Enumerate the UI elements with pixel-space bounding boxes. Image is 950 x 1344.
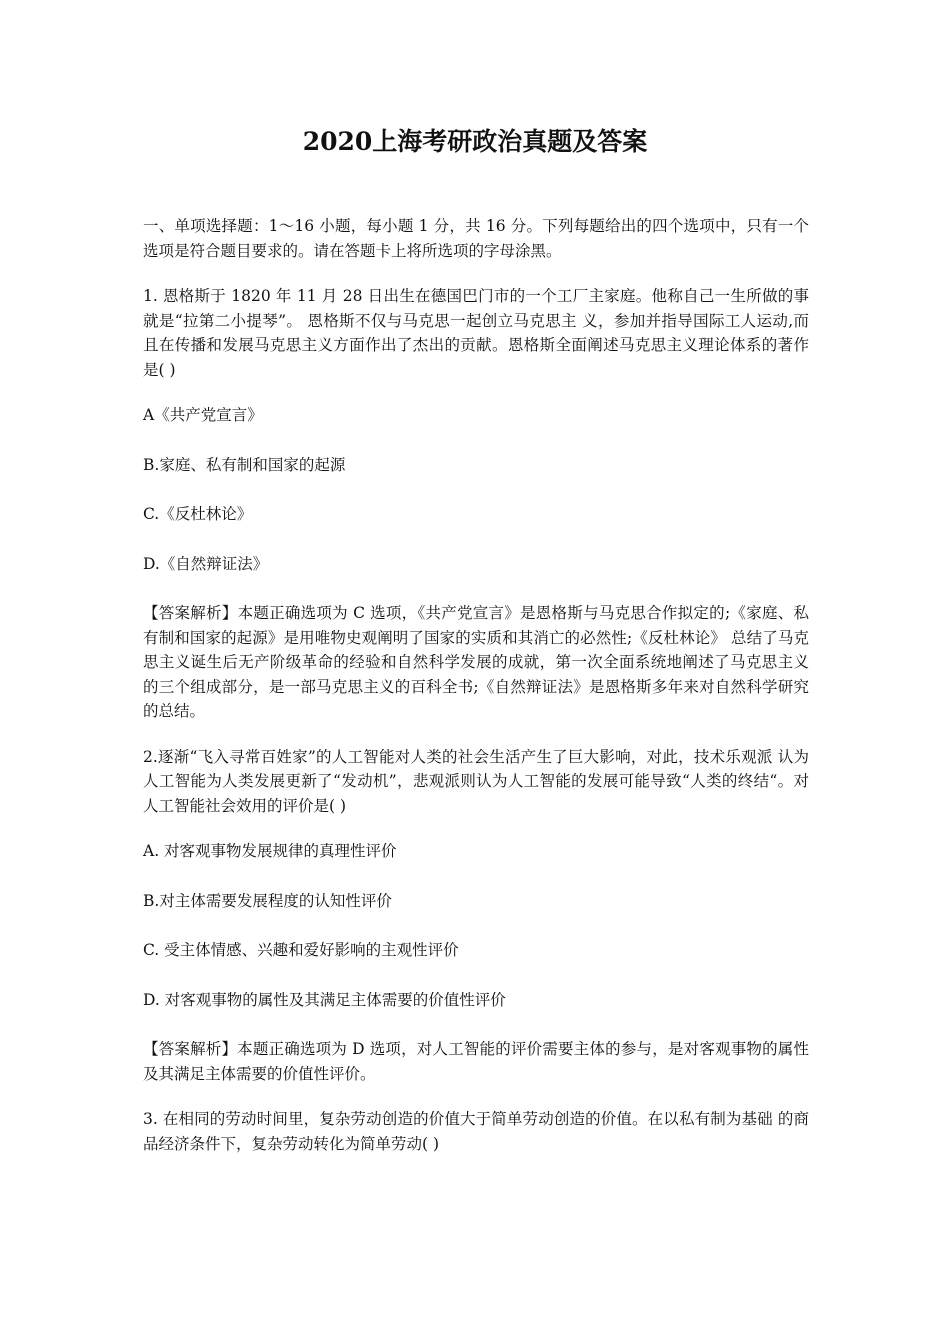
question-2-stem: 2.逐渐“飞入寻常百姓家”的人工智能对人类的社会生活产生了巨大影响，对此，技术乐观派 认为人工智能为人类发展更新了“发动机”，悲观派则认为人工智能的发展可能导致“人类的终结“。对人工智能社会效用的评价是( ) <box>143 747 809 815</box>
question-2-option-a: A. 对客观事物发展规律的真理性评价 <box>143 842 397 860</box>
question-1-option-a: A《共产党宣言》 <box>143 406 263 424</box>
question-2-option-d: D. 对客观事物的属性及其满足主体需要的价值性评价 <box>143 990 506 1009</box>
question-1-answer: 【答案解析】本题正确选项为 C 选项，《共产党宣言》是恩格斯与马克思合作拟定的;《家庭、私有制和国家的起源》是用唯物史观阐明了国家的实质和其消亡的必然性;《反杜林论》 总结了马克思主义诞生后无产阶级革命的经验和自然科学发展的成就，第一次全面系统地阐述了马克思主义的三个组成部分，是一部马克思主义的百科全书;《自然辩证法》是恩格斯多年来对自然科学研究的总结。 <box>143 604 809 720</box>
document-body <box>143 214 809 1177</box>
question-1-option-d: D.《自然辩证法》 <box>143 554 269 573</box>
question-1-option-b: B.家庭、私有制和国家的起源 <box>143 455 346 474</box>
question-1-option-c: C.《反杜林论》 <box>143 505 253 523</box>
question-2-option-b: B.对主体需要发展程度的认知性评价 <box>143 891 392 910</box>
question-3-stem: 3. 在相同的劳动时间里，复杂劳动创造的价值大于简单劳动创造的价值。在以私有制为基础 的商品经济条件下，复杂劳动转化为简单劳动( ) <box>143 1110 809 1153</box>
section-intro: 一、单项选择题：1～16 小题，每小题 1 分，共 16 分。下列每题给出的四个选项中，只有一个选项是符合题目要求的。请在答题卡上将所选项的字母涂黑。 <box>143 217 809 260</box>
question-2-option-c: C. 受主体情感、兴趣和爱好影响的主观性评价 <box>143 941 459 959</box>
page-title: 2020上海考研政治真题及答案 <box>302 127 648 156</box>
question-2-answer: 【答案解析】本题正确选项为 D 选项，对人工智能的评价需要主体的参与，是对客观事物的属性及其满足主体需要的价值性评价。 <box>143 1040 809 1083</box>
question-1-stem: 1. 恩格斯于 1820 年 11 月 28 日出生在德国巴门市的一个工厂主家庭。他称自己一生所做的事就是“拉第二小提琴”。 恩格斯不仅与马克思一起创立马克思主 义，参加并指导国际工人运动,而且在传播和发展马克思主义方面作出了杰出的贡献。恩格斯全面阐述马克思主义理论体系的著作是( ) <box>143 287 809 379</box>
